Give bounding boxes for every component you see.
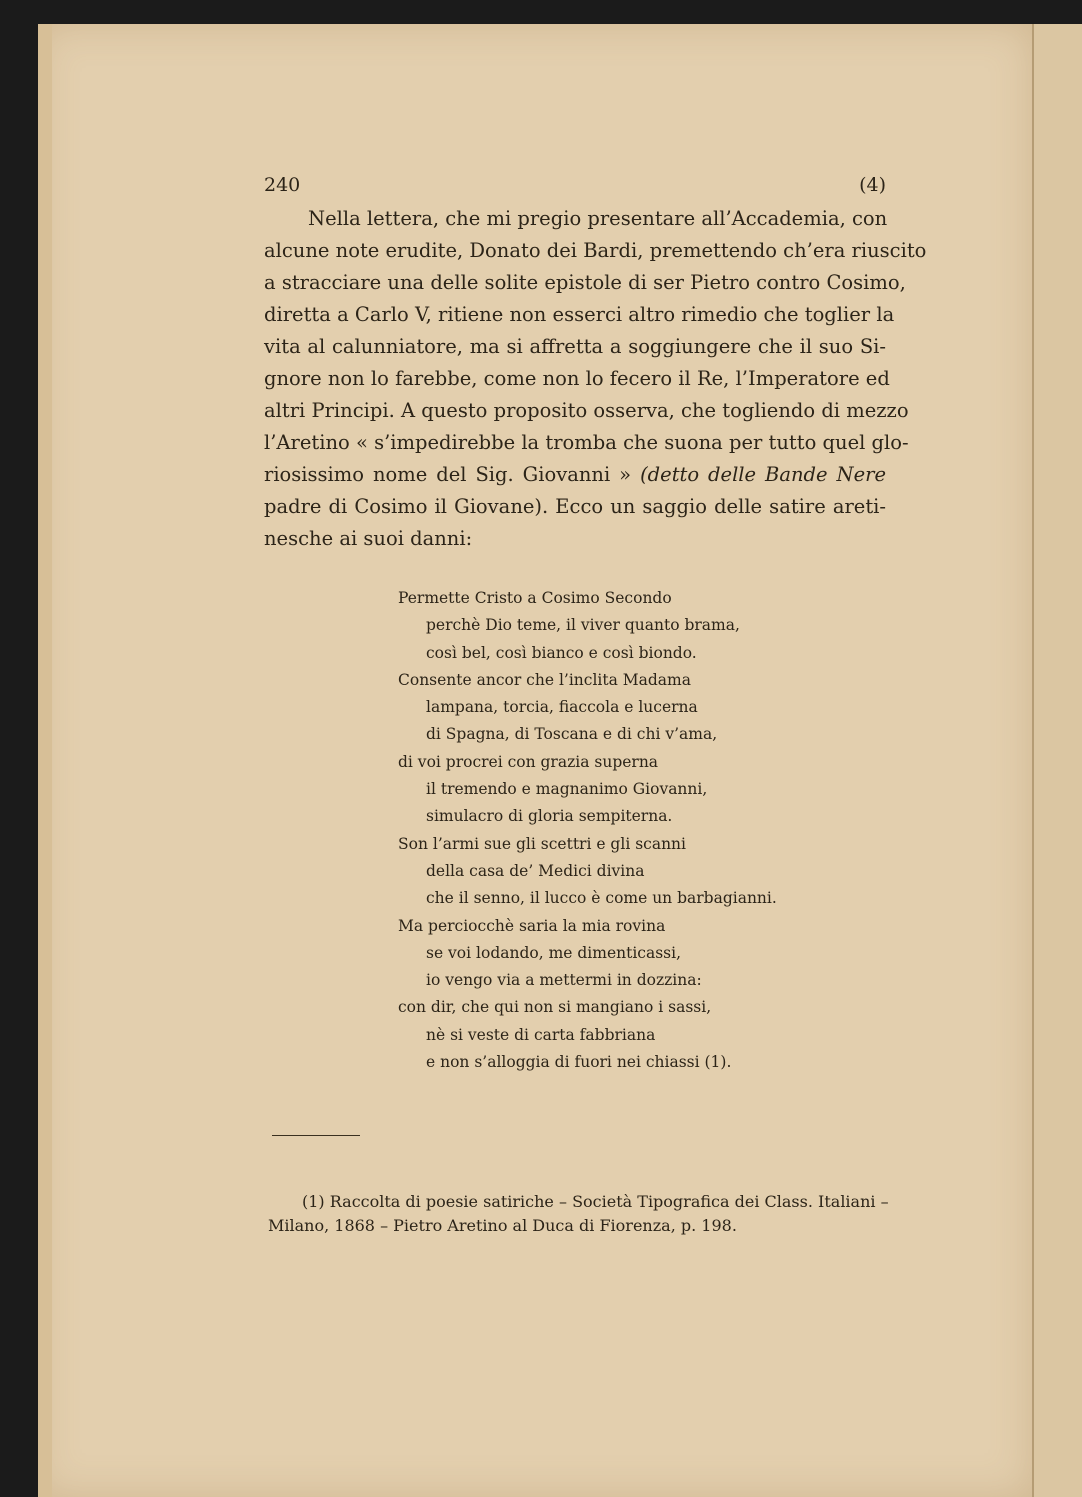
poem-verse: di Spagna, di Toscana e di chi v’ama, xyxy=(426,725,718,744)
footnote-line: (1) Raccolta di poesie satiriche – Società Tipografica dei Class. Italiani – xyxy=(302,1192,889,1211)
body-line: Nella lettera, che mi pregio presentare all’Accademia, con xyxy=(308,207,888,230)
poem-verse: il tremendo e magnanimo Giovanni, xyxy=(426,780,708,799)
poem-verse: lampana, torcia, fiaccola e lucerna xyxy=(426,698,698,717)
poem-verse: Son l’armi sue gli scettri e gli scanni xyxy=(398,834,686,853)
section-number: (4) xyxy=(859,174,886,196)
footnote xyxy=(268,1190,890,1238)
body-line: l’Aretino « s’impedirebbe la tromba che suona per tutto quel glo- xyxy=(264,431,909,454)
body-paragraph xyxy=(264,203,927,555)
footnote-divider xyxy=(272,1135,360,1136)
body-line: gnore non lo farebbe, come non lo fecero il Re, l’Imperatore ed xyxy=(264,367,890,390)
poem-verse: della casa de’ Medici divina xyxy=(426,861,645,880)
body-line-roman: riosissimo nome del Sig. Giovanni » xyxy=(264,463,632,486)
poem-verse: di voi procrei con grazia superna xyxy=(398,752,659,771)
poem-verse: così bel, così bianco e così biondo. xyxy=(426,643,697,662)
poem-verse: Ma perciocchè saria la mia rovina xyxy=(398,916,666,935)
poem-verse: che il senno, il lucco è come un barbagianni. xyxy=(426,889,777,908)
poem-verse: con dir, che qui non si mangiano i sassi, xyxy=(398,998,712,1017)
page-header xyxy=(264,174,886,202)
poem-verse: io vengo via a mettermi in dozzina: xyxy=(426,971,702,990)
page-number: 240 xyxy=(264,174,301,196)
adjacent-page-edge xyxy=(1032,24,1082,1497)
footnote-line: Milano, 1868 – Pietro Aretino al Duca di Fiorenza, p. 198. xyxy=(268,1216,737,1235)
poem-block xyxy=(398,585,818,1076)
body-line: diretta a Carlo V, ritiene non esserci altro rimedio che toglier la xyxy=(264,303,895,326)
body-line-italic: (detto delle Bande Nere xyxy=(640,463,886,486)
body-line: padre di Cosimo il Giovane). Ecco un saggio delle satire areti- xyxy=(264,495,886,518)
body-line: alcune note erudite, Donato dei Bardi, premettendo ch’era riuscito xyxy=(264,239,927,262)
body-line-mixed xyxy=(264,459,886,491)
page-worn-edge xyxy=(38,24,52,1497)
poem-verse: e non s’alloggia di fuori nei chiassi (1). xyxy=(426,1053,732,1072)
poem-verse: perchè Dio teme, il viver quanto brama, xyxy=(426,616,740,635)
poem-verse: Consente ancor che l’inclita Madama xyxy=(398,670,691,689)
body-line: nesche ai suoi danni: xyxy=(264,527,473,550)
body-line: altri Principi. A questo proposito osserva, che togliendo di mezzo xyxy=(264,399,909,422)
poem-verse: nè si veste di carta fabbriana xyxy=(426,1025,656,1044)
body-line: vita al calunniatore, ma si affretta a soggiungere che il suo Si- xyxy=(264,335,886,358)
poem-verse: simulacro di gloria sempiterna. xyxy=(426,807,673,826)
poem-verse: se voi lodando, me dimenticassi, xyxy=(426,943,682,962)
poem-verse: Permette Cristo a Cosimo Secondo xyxy=(398,589,672,607)
body-line: a stracciare una delle solite epistole di ser Pietro contro Cosimo, xyxy=(264,271,906,294)
